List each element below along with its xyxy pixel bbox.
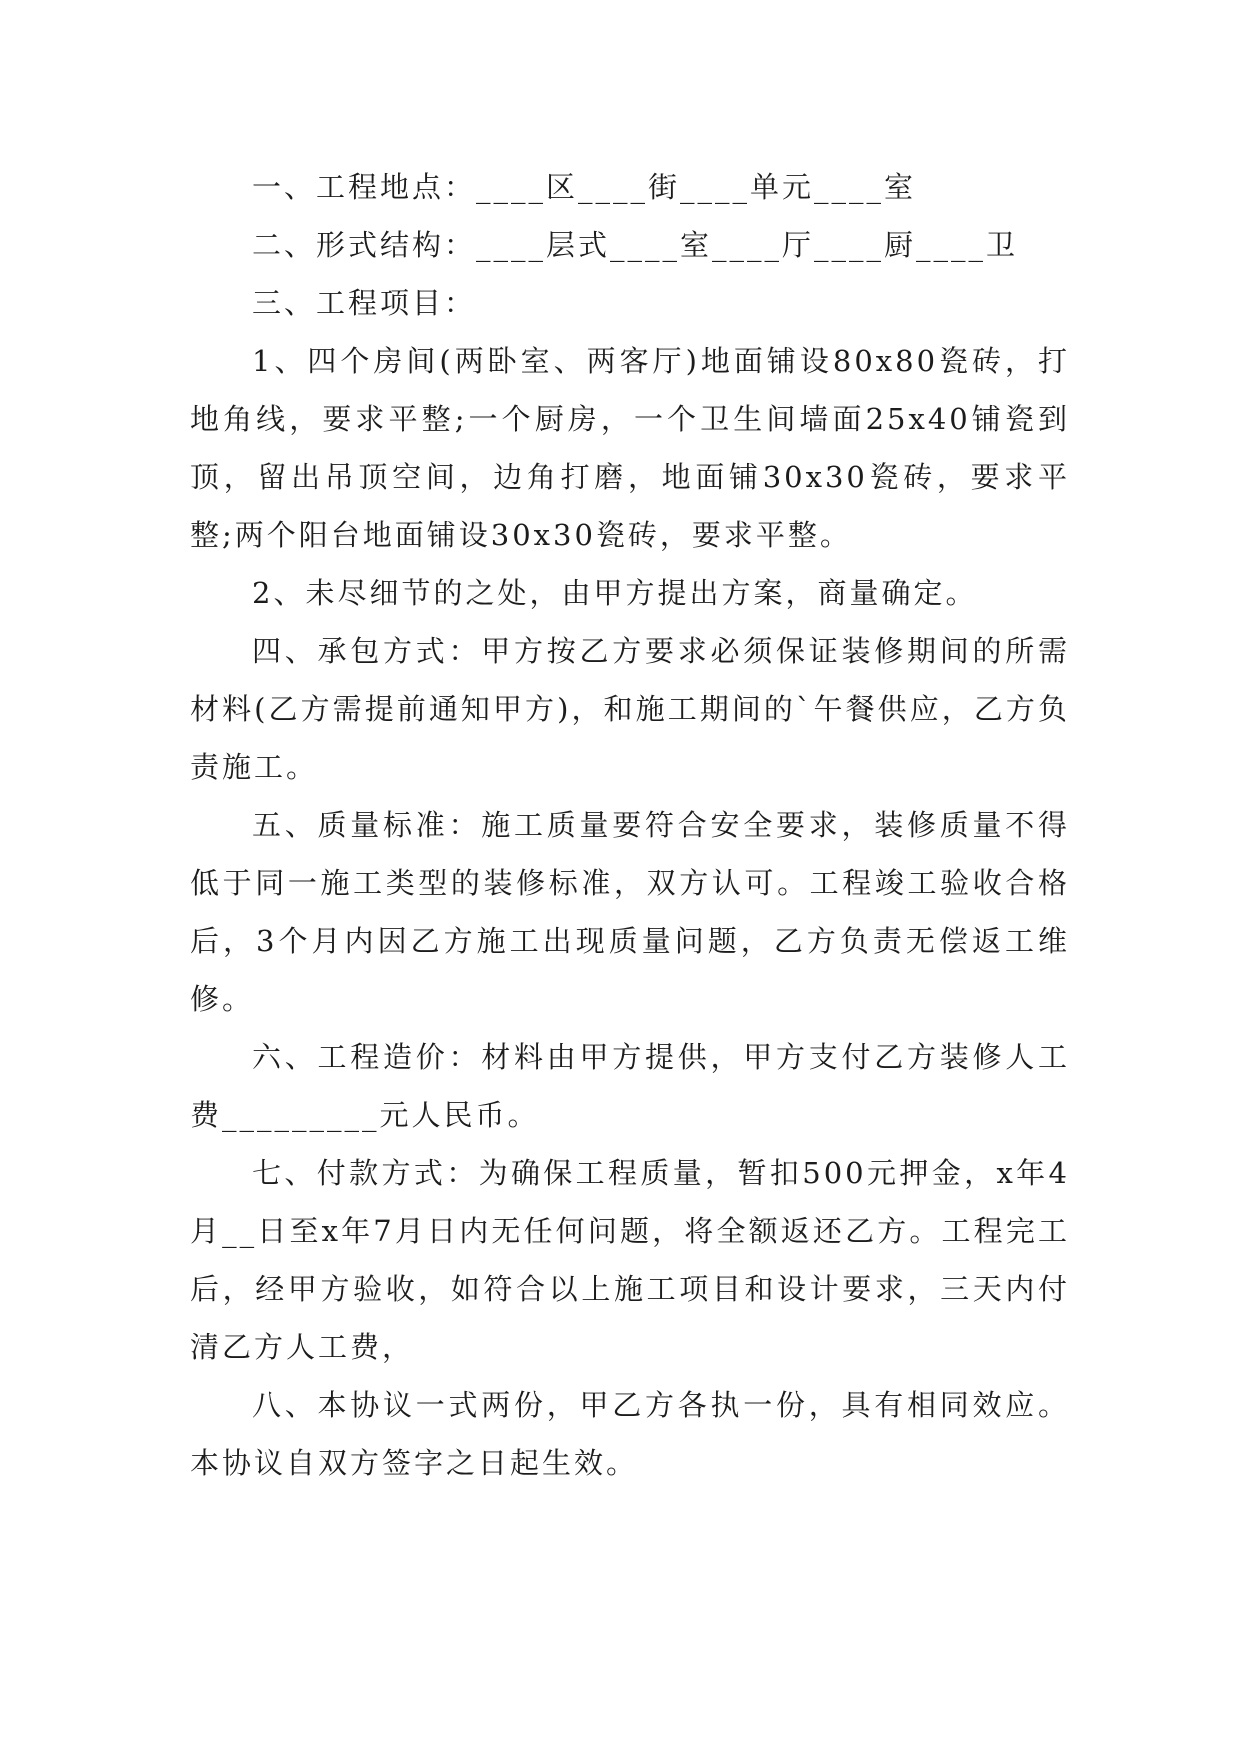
- paragraph-item-1-tiling: 1、四个房间(两卧室、两客厅)地面铺设80x80瓷砖，打地角线，要求平整;一个厨房，一个卫生间墙面25x40铺瓷到顶，留出吊顶空间，边角打磨，地面铺30x30瓷砖，要求平整;两个阳台地面铺设30x30瓷砖，要求平整。: [190, 344, 1070, 552]
- paragraph-agreement-copies: 八、本协议一式两份，甲乙方各执一份，具有相同效应。本协议自双方签字之日起生效。: [190, 1388, 1070, 1480]
- paragraph-project-cost: 六、工程造价：材料由甲方提供，甲方支付乙方装修人工费_________元人民币。: [190, 1040, 1070, 1132]
- paragraph-quality-standard: 五、质量标准：施工质量要符合安全要求，装修质量不得低于同一施工类型的装修标准，双方认可。工程竣工验收合格后，3个月内因乙方施工出现质量问题，乙方负责无偿返工维修。: [190, 808, 1070, 1016]
- paragraph-payment-method: 七、付款方式：为确保工程质量，暂扣500元押金，x年4月__日至x年7月日内无任何问题，将全额返还乙方。工程完工后，经甲方验收，如符合以上施工项目和设计要求，三天内付清乙方人工费，: [190, 1156, 1070, 1364]
- paragraph-project-location: 一、工程地点：____区____街____单元____室: [252, 170, 917, 204]
- paragraph-contract-method: 四、承包方式：甲方按乙方要求必须保证装修期间的所需材料(乙方需提前通知甲方)，和施工期间的`午餐供应，乙方负责施工。: [190, 634, 1070, 784]
- paragraph-project-items-heading: 三、工程项目：: [252, 286, 477, 320]
- paragraph-structure-form: 二、形式结构：____层式____室____厅____厨____卫: [252, 228, 1019, 262]
- document-body: [190, 158, 1070, 1492]
- paragraph-item-2-details: 2、未尽细节的之处，由甲方提出方案，商量确定。: [252, 576, 978, 610]
